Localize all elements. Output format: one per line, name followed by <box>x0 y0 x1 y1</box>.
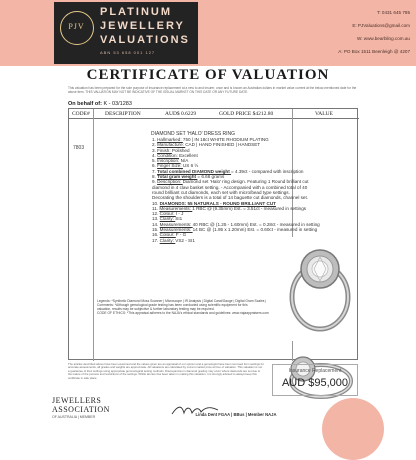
brand-line-2: JEWELLERY <box>100 20 185 32</box>
line-number: 4. <box>152 152 158 158</box>
header-gold-price: GOLD PRICE $4212.80 <box>219 110 274 117</box>
table-header <box>69 109 359 119</box>
on-behalf-value: K - 03/1283 <box>103 101 132 107</box>
line-key: Description: <box>157 179 183 185</box>
contact-email: E: PJValuations@gmail.com <box>352 23 410 28</box>
line-key: DIAMONDS: 55 NATURALS - ROUND BRILLIANT CUT <box>159 200 276 206</box>
line-number: 1. <box>152 137 158 142</box>
description-lines <box>152 137 320 243</box>
line-key: Finger Size: <box>157 163 183 169</box>
brand-logo <box>54 2 198 64</box>
line-number: 2. <box>152 142 158 148</box>
line-key: Total combined DIAMOND weight <box>157 168 232 174</box>
line-value: Excellent <box>179 152 198 158</box>
line-value: = 6.66 grams <box>197 174 225 180</box>
line-number: 14. <box>152 221 160 227</box>
jewellers-association-logo <box>52 396 124 419</box>
signer-name: Linda Dent FGAA | BBus | Member NAJA <box>195 412 277 417</box>
line-number: 5. <box>152 158 158 164</box>
note-line: Comments: *Although gemological grade testing has been conducted using scientific equipment for this <box>97 303 248 307</box>
line-value: = 4.39ct - compared with inscription <box>231 168 304 174</box>
note-line: CODE OF ETHICS: *This appraisal adheres to the NAJA's ethical standards and guidelines: www.najaappraisers.com <box>97 311 269 315</box>
valuation-seal <box>322 398 384 460</box>
line-number: 15. <box>152 227 160 233</box>
line-number: 9. <box>152 179 158 185</box>
line-value: SI1 <box>175 216 183 222</box>
line-number: 3. <box>152 147 158 153</box>
header-description: DESCRIPTION <box>105 110 141 117</box>
item-title: DIAMOND SET 'HALO' DRESS RING <box>151 131 236 137</box>
brand-tagline: ABN 53 658 001 127 <box>100 50 156 55</box>
column-divider <box>93 109 94 361</box>
line-value: diamond in 4 claw basket setting. - Accompanied with a combined total of 40 <box>152 184 308 190</box>
line-value: VS2 - SI1 <box>175 237 195 243</box>
brand-line-3: VALUATIONS <box>100 34 190 46</box>
line-value: 40 RBC @ (1.25 - 1.60mm) Est. = 0.28ct - measured in setting <box>192 221 320 227</box>
line-number: 13. <box>152 216 160 222</box>
line-number: 7. <box>152 168 158 174</box>
line-number: 17. <box>152 237 160 243</box>
line-key: Colour: <box>159 232 176 238</box>
valuation-table <box>68 108 358 360</box>
item-code: 7803 <box>73 145 85 151</box>
line-value: 1 RBC @ (9.35mm) Est. = 3.51ct - measured in settings <box>192 205 307 211</box>
header-code: CODE# <box>72 110 90 117</box>
line-number: 6. <box>152 163 158 169</box>
line-key: Measurements: <box>159 205 193 211</box>
table-notes <box>97 299 307 315</box>
header-aud: AUD$ 0.6229 <box>165 110 197 117</box>
description-line <box>152 238 292 243</box>
line-value: N/A <box>180 158 189 164</box>
line-value: I - J <box>175 211 184 217</box>
insurance-box <box>272 364 358 396</box>
line-value: CAD | HAND FINISHED | HANDSET <box>185 142 261 148</box>
line-number: 11. <box>152 205 160 211</box>
contact-phone: T: 0431 645 785 <box>377 10 410 15</box>
signer-block <box>176 412 296 417</box>
line-key: Colour: <box>159 211 176 217</box>
assoc-line-2: ASSOCIATION <box>52 405 110 414</box>
assoc-line-1: JEWELLERS <box>52 396 102 405</box>
insurance-value: AUD $95,000 <box>281 377 349 389</box>
line-key: Condition: <box>157 152 180 158</box>
header-value: VALUE <box>315 110 333 117</box>
certificate-title: CERTIFICATE OF VALUATION <box>86 67 330 83</box>
line-key: Total gram weight <box>157 174 198 180</box>
line-value: 750 | IN 18ct WHITE RHODIUM PLATING <box>182 137 269 142</box>
ring-photo-front <box>283 237 357 341</box>
line-value: Decorating the shoulders is a total of 14 baguette cut diamonds, channel set. <box>152 195 309 201</box>
line-key: Inscription: <box>157 158 181 164</box>
line-key: Hallmarked: <box>157 137 183 142</box>
line-number: 10. <box>152 200 160 206</box>
contact-web: W: www.bearbling.com.au <box>356 36 410 41</box>
line-value: US 6 ½ <box>182 163 199 169</box>
line-value: 14 BC @ (1.95 x 1.20mm) Est. = 0.60ct - measured in setting <box>192 227 318 233</box>
insurance-label: Insurance Replacement <box>288 368 342 374</box>
assoc-line-3: OF AUSTRALIA | MEMBER <box>52 415 96 419</box>
header-band <box>0 0 416 66</box>
line-key: Measurements: <box>159 221 193 227</box>
line-value: F - G <box>175 232 187 238</box>
bottom-disclaimer: The articles described above have been examined and the values given are an appraisal of our opinion and a gemologist have been removed from settings for accurate assessments, all grades and weights are approximate. All valuations are calculated by current market price at time of valuation. This valuation is not a guarantee of their settings using appropriate gemmological testing methods. Discrepancies in diamond grading may occur where diamonds are set due to the nature of the process and restrictions of the settings. Whilst all care has been taken in making this valuation, it is strongly advised to always keep this certificate in safe place. <box>68 362 264 380</box>
on-behalf-of <box>68 101 132 107</box>
line-key: Clarity: <box>159 237 176 243</box>
note-line: Legends: *Synthetic Diamond Moss Scanner | Microscope | IR Analysis | Digital Carat/Gauge | Digital Gram Scales | <box>97 299 267 303</box>
logo-emblem <box>60 11 94 45</box>
on-behalf-label: On behalf of: <box>68 101 102 107</box>
line-key: Measurements: <box>159 227 193 233</box>
line-value: round brilliant cut diamonds, each set with micro/bead type settings. <box>152 189 290 195</box>
logo-initials: PJV <box>68 22 85 31</box>
line-value: Polished <box>171 147 190 153</box>
line-key: Manufacture: <box>157 142 186 148</box>
contact-address: A: PO Box 1511 Beenleigh @ 4207 <box>338 49 410 54</box>
top-disclaimer: This valuation has been prepared for the sole purpose of insurance replacement at a new to and insurer, once and is known an Australian dollars in market value current at the below-mentioned date for the above item. THIS VALUATION MAY NOT BE INDICATIVE OF THE ISSUAL MARKET ON THIS DATE OR ANY FUTURE DATE. <box>68 86 357 94</box>
note-line: valuation, results may be subjective & further laboratory testing may be required. <box>97 307 215 311</box>
line-number: 8. <box>152 174 158 180</box>
line-number: 16. <box>152 232 160 238</box>
brand-line-1: PLATINUM <box>100 6 173 18</box>
line-key: Clarity: <box>159 216 176 222</box>
line-key: Finish: <box>157 147 172 153</box>
line-number: 12. <box>152 211 160 217</box>
line-value: Diamond set 'Halo' ring design. Featuring 1 Round brilliant cut <box>182 179 309 185</box>
